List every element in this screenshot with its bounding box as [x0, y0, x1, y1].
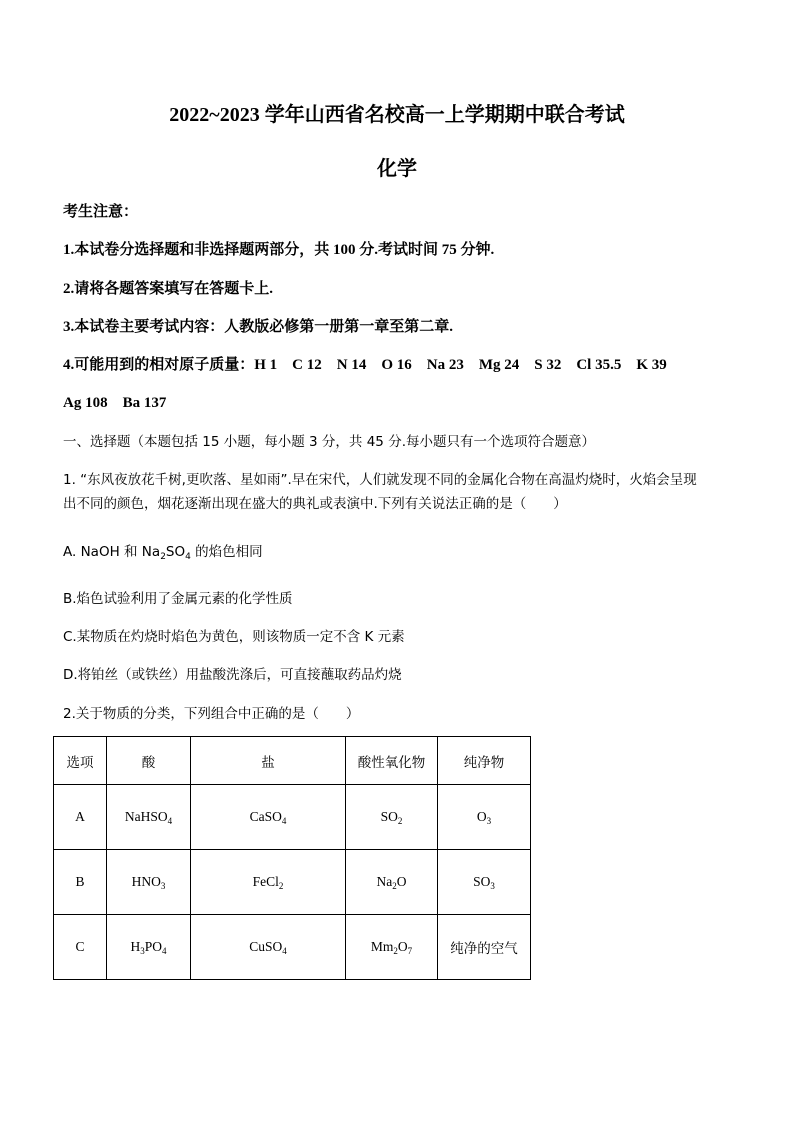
q1-stem-line2: 出不同的颜色，烟花逐渐出现在盛大的典礼或表演中.下列有关说法正确的是（ ）: [63, 496, 567, 512]
header-salt: 盐: [191, 737, 346, 785]
classification-table: [53, 736, 531, 980]
row-oxide: $SO_2$: [346, 785, 438, 850]
notice-item-4-continued: Ag 108 Ba 137: [63, 395, 167, 411]
row-option: B: [54, 850, 107, 915]
table-header-row: [54, 737, 531, 785]
row-pure: $O_3$: [438, 785, 531, 850]
header-acid: 酸: [107, 737, 191, 785]
q1-option-b: B.焰色试验利用了金属元素的化学性质: [63, 591, 293, 607]
header-option: 选项: [54, 737, 107, 785]
exam-title: 2022~2023 学年山西省名校高一上学期期中联合考试: [169, 104, 625, 126]
notice-item-4: 4.可能用到的相对原子质量：H 1 C 12 N 14 O 16 Na 23 Mg 24 S 32 Cl 35.5 K 39: [63, 357, 667, 373]
row-salt: CuSO$_4$: [191, 915, 346, 980]
row-pure: 纯净的空气: [438, 915, 531, 980]
header-pure-substance: 纯净物: [438, 737, 531, 785]
row-pure: $SO_3$: [438, 850, 531, 915]
row-oxide: $Mm_2O_7$: [346, 915, 438, 980]
row-oxide: $Na_2O$: [346, 850, 438, 915]
row-acid: $H_3PO_4$: [107, 915, 191, 980]
table-row: [54, 915, 531, 980]
q2-stem: 2.关于物质的分类，下列组合中正确的是（ ）: [63, 706, 360, 722]
row-acid: $HNO_3$: [107, 850, 191, 915]
q1-option-c: C.某物质在灼烧时焰色为黄色，则该物质一定不含 K 元素: [63, 629, 405, 645]
row-acid: NaHSO$_4$: [107, 785, 191, 850]
row-salt: CaSO$_4$: [191, 785, 346, 850]
row-salt: FeCl$_2$: [191, 850, 346, 915]
section-heading: 一、选择题（本题包括 15 小题，每小题 3 分，共 45 分.每小题只有一个选项符合题意）: [63, 434, 595, 450]
subject-title: 化学: [377, 158, 417, 180]
q1-option-d: D.将铂丝（或铁丝）用盐酸洗涤后，可直接蘸取药品灼烧: [63, 667, 402, 683]
table-row: [54, 850, 531, 915]
notice-item-3: 3.本试卷主要考试内容：人教版必修第一册第一章至第二章.: [63, 319, 454, 335]
row-option: C: [54, 915, 107, 980]
table-row: [54, 785, 531, 850]
notice-item-1: 1.本试卷分选择题和非选择题两部分，共 100 分.考试时间 75 分钟.: [63, 242, 495, 258]
row-option: A: [54, 785, 107, 850]
notice-item-2: 2.请将各题答案填写在答题卡上.: [63, 281, 274, 297]
header-acidic-oxide: 酸性氧化物: [346, 737, 438, 785]
q1-stem-line1: 1. “东风夜放花千树,更吹落、星如雨”.早在宋代，人们就发现不同的金属化合物在高温灼烧时，火焰会呈现: [63, 472, 697, 488]
notice-heading: 考生注意：: [63, 204, 139, 220]
q1-option-a: A. NaOH 和 $Na_2SO_4$ 的焰色相同: [63, 544, 263, 562]
